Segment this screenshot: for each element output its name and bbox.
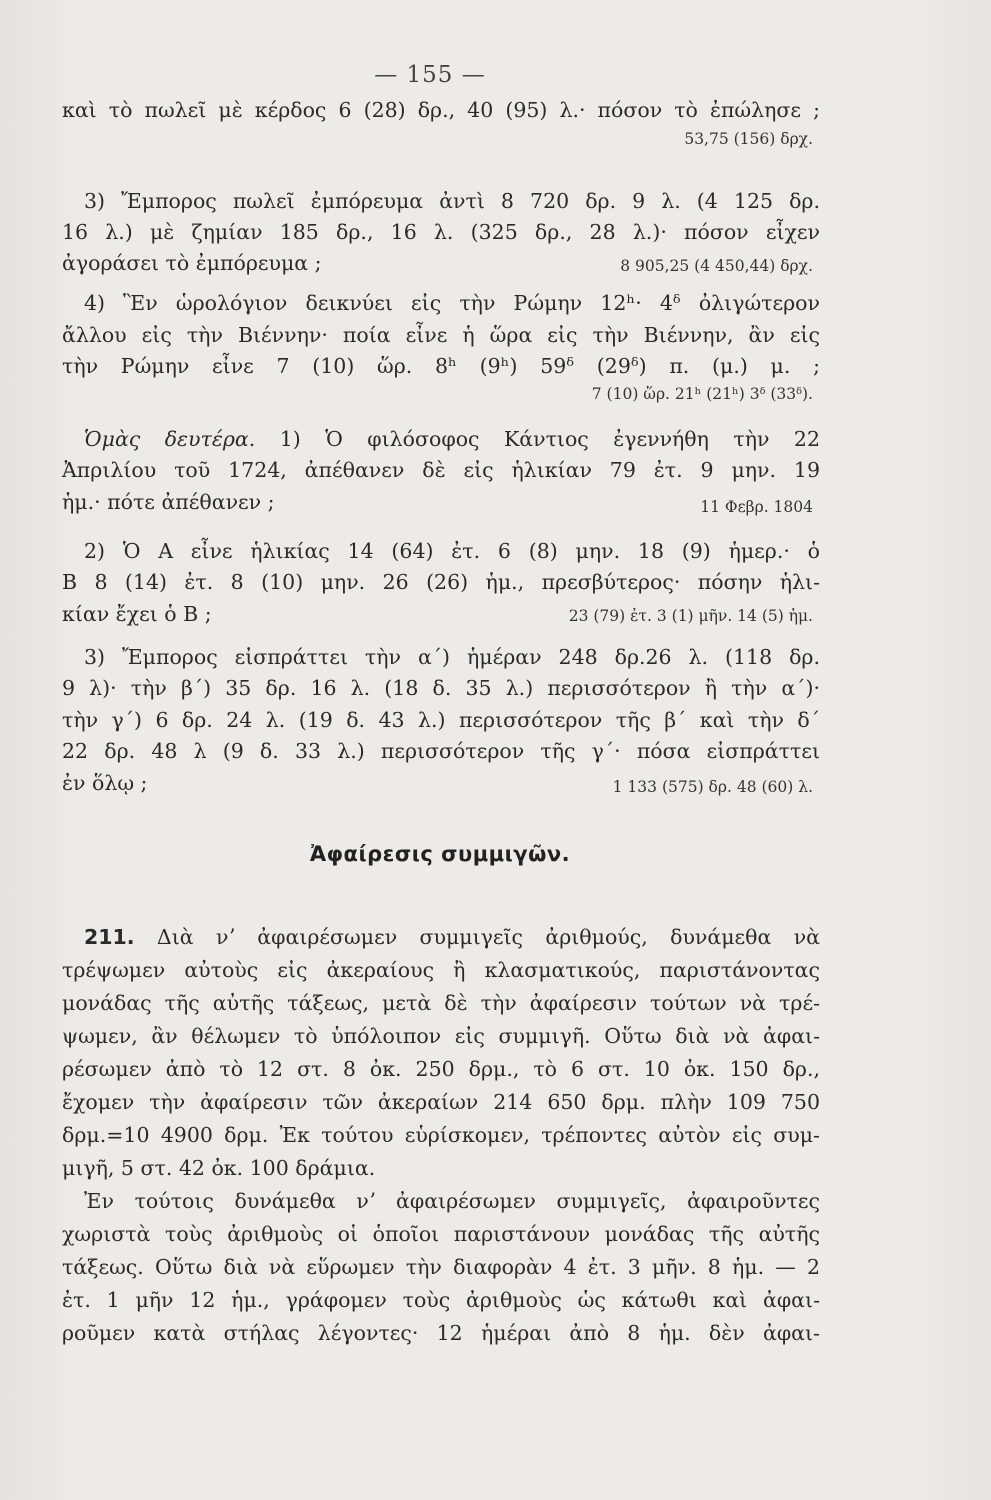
text-line: 4) Ἓν ὡρολόγιον δεικνύει εἰς τὴν Ρώμην 12ʰ· 4ᵟ ὀλιγώτερον [84,291,820,315]
answer: 1 133 (575) δρ. 48 (60) λ. [612,778,813,796]
answer: 23 (79) ἐτ. 3 (1) μῆν. 14 (5) ἡμ. [568,607,813,625]
text-line: ἡμ.· πότε ἀπέθανεν ; [62,490,275,514]
text-line: ἐν ὅλῳ ; [62,771,148,795]
text-line: Β 8 (14) ἐτ. 8 (10) μην. 26 (26) ἡμ., πρεσβύτερος· πόσην ἡλι- [62,570,820,594]
text-line: Ἀπριλίου τοῦ 1724, ἀπέθανεν δὲ εἰς ἡλικίαν 79 ἐτ. 9 μην. 19 [62,458,820,482]
text-line: ἄλλου εἰς τὴν Βιέννην· ποία εἶνε ἡ ὥρα εἰς τὴν Βιέννην, ἂν εἰς [62,323,820,347]
text-line: ἔχομεν τὴν ἀφαίρεσιν τῶν ἀκεραίων 214 650 δρμ. πλὴν 109 750 [62,1090,820,1114]
text-line: ρέσωμεν ἀπὸ τὸ 12 στ. 8 ὀκ. 250 δρμ., τὸ 6 στ. 10 ὀκ. 150 δρ., [62,1057,820,1081]
text-line: 16 λ.) μὲ ζημίαν 185 δρ., 16 λ. (325 δρ., 28 λ.)· πόσον εἶχεν [62,220,820,244]
text-line: μιγῆ, 5 στ. 42 ὀκ. 100 δράμια. [62,1156,376,1180]
text-line: τὴν Ρώμην εἶνε 7 (10) ὥρ. 8ʰ (9ʰ) 59ᵟ (29ᵟ) π. (μ.) μ. ; [62,354,820,378]
answer: 53,75 (156) δρχ. [684,130,813,148]
text-line: τάξεως. Οὕτω διὰ νὰ εὕρωμεν τὴν διαφορὰν 4 ἐτ. 3 μῆν. 8 ἡμ. — 2 [62,1255,820,1279]
text-line: καὶ τὸ πωλεῖ μὲ κέρδος 6 (28) δρ., 40 (95) λ.· πόσον τὸ ἐπώλησε ; [62,98,820,122]
text-line: 22 δρ. 48 λ (9 δ. 33 λ.) περισσότερον τῆς γ΄· πόσα εἰσπράττει [62,739,820,763]
text-line: 2) Ὁ Α εἶνε ἡλικίας 14 (64) ἐτ. 6 (8) μην. 18 (9) ἡμερ.· ὁ [84,539,820,563]
text-line: χωριστὰ τοὺς ἀριθμοὺς οἱ ὁποῖοι παριστάνουν μονάδας τῆς αὐτῆς [62,1222,820,1246]
text-span: Διὰ νʼ ἀφαιρέσωμεν συμμιγεῖς ἀριθμούς, δυνάμεθα νὰ [134,925,820,949]
text-line: τὴν γ΄) 6 δρ. 24 λ. (19 δ. 43 λ.) περισσότερον τῆς β΄ καὶ τὴν δ΄ [62,708,820,732]
answer: 8 905,25 (4 450,44) δρχ. [620,257,813,275]
section-heading: Ἀφαίρεσις συμμιγῶν. [309,842,571,866]
text-line [62,922,820,952]
text-line [62,424,820,454]
text-line: Ἐν τούτοις δυνάμεθα νʼ ἀφαιρέσωμεν συμμιγεῖς, ἀφαιροῦντες [84,1189,820,1213]
text-line: ψωμεν, ἂν θέλωμεν τὸ ὑπόλοιπον εἰς συμμιγῆ. Οὕτω διὰ νὰ ἀφαι- [62,1024,820,1048]
text-line: τρέψωμεν αὐτοὺς εἰς ἀκεραίους ἢ κλασματικούς, παριστάνοντας [62,958,820,982]
paragraph-number: 211. [84,925,135,949]
text-line: ἐτ. 1 μῆν 12 ἡμ., γράφομεν τοὺς ἀριθμοὺς ὡς κάτωθι καὶ ἀφαι- [62,1288,820,1312]
text-line: δρμ.=10 4900 δρμ. Ἐκ τούτου εὑρίσκομεν, τρέποντες αὐτὸν εἰς συμ- [62,1123,820,1147]
page-number: — 155 — [374,62,486,88]
text-line: μονάδας τῆς αὐτῆς τάξεως, μετὰ δὲ τὴν ἀφαίρεσιν τούτων νὰ τρέ- [62,991,820,1015]
answer: 7 (10) ὥρ. 21ʰ (21ʰ) 3ᵟ (33ᵟ). [591,385,813,403]
text-line: 9 λ)· τὴν β΄) 35 δρ. 16 λ. (18 δ. 35 λ.) περισσότερον ἢ τὴν α΄)· [62,676,820,700]
text-line: 3) Ἔμπορος πωλεῖ ἐμπόρευμα ἀντὶ 8 720 δρ. 9 λ. (4 125 δρ. [84,189,820,213]
text-line: 3) Ἔμπορος εἰσπράττει τὴν α΄) ἡμέραν 248 δρ.26 λ. (118 δρ. [84,645,820,669]
text-line: κίαν ἔχει ὁ Β ; [62,602,212,626]
text-line: ροῦμεν κατὰ στήλας λέγοντες· 12 ἡμέραι ἀπὸ 8 ἡμ. δὲν ἀφαι- [62,1321,820,1345]
text-line: ἀγοράσει τὸ ἐμπόρευμα ; [62,251,322,275]
group-title: Ὁμὰς δευτέρα. [84,427,256,451]
text-span: 1) Ὁ φιλόσοφος Κάντιος ἐγεννήθη τὴν 22 [255,427,820,451]
answer: 11 Φεβρ. 1804 [700,498,813,516]
